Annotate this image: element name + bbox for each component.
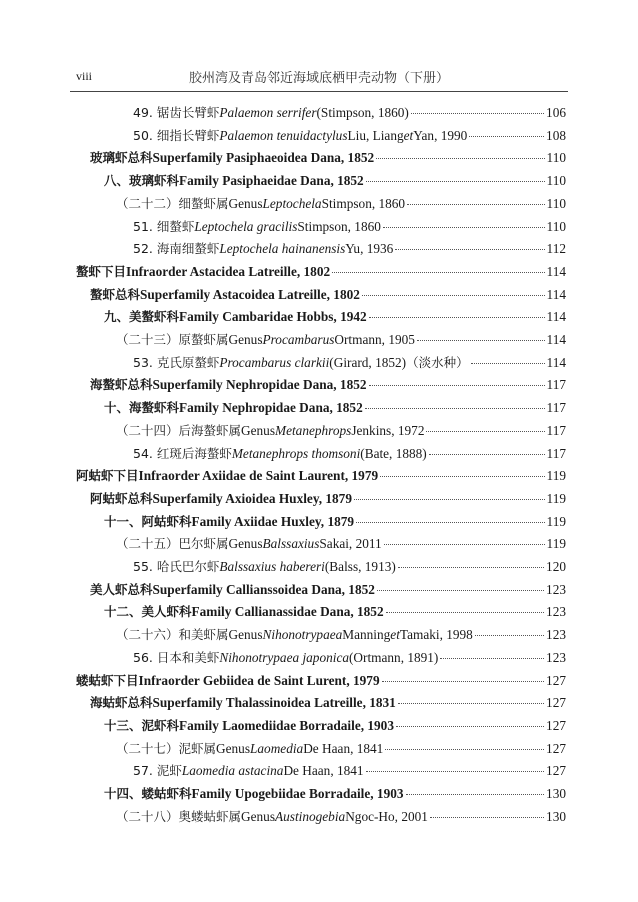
entry-page-number: 130	[546, 808, 566, 824]
entry-page-number: 110	[546, 173, 566, 189]
entry-page-number: 110	[546, 150, 566, 166]
entry-text: （二十六）和美虾属	[116, 627, 229, 643]
toc-entry-level-1[interactable]	[90, 580, 566, 602]
entry-text: Family Laomediidae Borradaile, 1903	[179, 717, 394, 733]
entry-text: Family Pasiphaeidae Dana, 1852	[179, 173, 364, 189]
entry-text: （二十二）细螯虾属	[116, 195, 229, 211]
entry-text: 55. 哈氏巴尔虾	[133, 559, 220, 574]
toc-entry-level-2[interactable]	[104, 398, 566, 420]
entry-text: 阿蛄虾总科	[90, 490, 153, 506]
entry-text: Infraorder Gebiidea de Saint Lurent, 1979	[138, 672, 380, 688]
toc-entry-level-2[interactable]	[104, 512, 566, 534]
entry-text: Palaemon serrifer	[219, 105, 317, 120]
entry-text: Nihonotrypaea japonica	[219, 649, 349, 665]
entry-text: （二十三）原螯虾属	[116, 332, 229, 347]
entry-page-number: 119	[546, 490, 566, 506]
entry-text: Infraorder Astacidea Latreille, 1802	[126, 263, 331, 279]
entry-text: Laomedia astacina	[181, 763, 284, 779]
toc-entry-level-4[interactable]	[133, 126, 566, 148]
toc-entry-level-1[interactable]	[90, 285, 566, 307]
toc-entry-level-3[interactable]	[116, 534, 566, 556]
entry-text: Genus	[241, 422, 275, 438]
entry-page-number: 114	[546, 332, 566, 347]
entry-text: Infraorder Axiidae de Saint Laurent, 1979	[138, 468, 379, 484]
entry-text: Palaemon tenuidactylus	[219, 127, 348, 143]
toc-entry-level-4[interactable]	[133, 103, 566, 125]
dot-leader	[407, 204, 544, 205]
dot-leader	[471, 363, 545, 364]
entry-text: 50. 细指长臂虾	[133, 127, 220, 143]
entry-text: （二十八）奥蝼蛄虾属	[116, 808, 242, 824]
entry-text: Superfamily Nephropidae Dana, 1852	[152, 377, 367, 393]
dot-leader	[411, 113, 544, 114]
dot-leader	[469, 136, 544, 137]
entry-text: 十三、泥虾科	[104, 717, 180, 733]
toc-entry-level-1[interactable]	[90, 693, 566, 715]
entry-text: Tamaki, 1998	[399, 627, 473, 643]
entry-text: Yan, 1990	[413, 127, 468, 143]
entry-page-number: 123	[546, 604, 566, 620]
dot-leader	[382, 681, 544, 682]
dot-leader	[384, 544, 545, 545]
entry-text: 螯虾下目	[76, 263, 127, 279]
dot-leader	[356, 522, 545, 523]
entry-text: (Girard, 1852)	[329, 354, 407, 370]
entry-text: Balssaxius habereri	[219, 559, 325, 574]
entry-text: Ortmann, 1905	[334, 332, 415, 347]
dot-leader	[395, 249, 544, 250]
header-rule	[70, 91, 568, 92]
entry-page-number: 127	[546, 695, 566, 711]
entry-text: De Haan, 1841	[283, 763, 364, 779]
entry-text: Liu, Liang	[347, 127, 404, 143]
dot-leader	[475, 635, 544, 636]
entry-text: 51. 细螯虾	[133, 218, 195, 234]
entry-page-number: 108	[546, 127, 566, 143]
entry-text: 海螯虾总科	[90, 377, 153, 393]
entry-text: De Haan, 1841	[303, 740, 384, 756]
entry-page-number: 114	[546, 286, 566, 302]
entry-page-number: 110	[546, 218, 566, 234]
entry-text: Superfamily Thalassinoidea Latreille, 1831	[152, 695, 396, 711]
entry-text: Balssaxius	[262, 536, 320, 552]
toc-entry-level-4[interactable]	[133, 557, 566, 579]
entry-text: Austinogebia	[275, 808, 346, 824]
entry-page-number: 123	[546, 581, 566, 597]
entry-text: Procambarus clarkii	[219, 354, 330, 370]
entry-text: 十四、蝼蛄虾科	[104, 786, 192, 801]
toc-entry-level-4[interactable]	[133, 444, 566, 466]
entry-text: (Ortmann, 1891)	[349, 649, 439, 665]
dot-leader	[376, 158, 544, 159]
entry-page-number: 119	[546, 513, 566, 529]
toc-entry-level-3[interactable]	[116, 330, 566, 352]
entry-text: Nihonotrypaea	[262, 627, 343, 643]
entry-text: (Balss, 1913)	[324, 559, 396, 574]
toc-entry-level-3[interactable]	[116, 625, 566, 647]
entry-text: 螯虾总科	[90, 286, 141, 302]
entry-text: 54. 红斑后海螯虾	[133, 445, 232, 461]
entry-text: Metanephrops thomsoni	[231, 445, 361, 461]
entry-page-number: 127	[546, 740, 566, 756]
entry-text: （二十七）泥虾属	[116, 740, 217, 756]
entry-text: Leptochela	[262, 195, 322, 211]
entry-text: Family Upogebiidae Borradaile, 1903	[191, 786, 404, 801]
dot-leader	[380, 476, 544, 477]
entry-text: 57. 泥虾	[133, 763, 182, 779]
entry-page-number: 117	[546, 445, 566, 461]
entry-page-number: 127	[546, 672, 566, 688]
toc-entry-level-4[interactable]	[133, 217, 566, 239]
dot-leader	[430, 817, 544, 818]
entry-text: Genus	[228, 627, 263, 643]
entry-page-number: 114	[546, 309, 566, 325]
toc-entry-level-4[interactable]	[133, 648, 566, 670]
entry-text: 九、美螯虾科	[104, 309, 180, 325]
toc-entry-level-4[interactable]	[133, 239, 566, 261]
entry-text: （二十四）后海螯虾属	[116, 422, 242, 438]
entry-text: 美人虾总科	[90, 581, 153, 597]
entry-text: Manning	[342, 627, 391, 643]
toc-entry-level-4[interactable]	[133, 353, 566, 375]
dot-leader	[377, 590, 544, 591]
toc-entry-level-1[interactable]	[90, 489, 566, 511]
entry-text: Leptochela gracilis	[194, 218, 298, 234]
entry-text: Sakai, 2011	[319, 536, 382, 552]
toc-entry-level-2[interactable]	[104, 307, 566, 329]
entry-page-number: 130	[546, 786, 566, 801]
dot-leader	[369, 317, 545, 318]
entry-text: Procambarus	[262, 332, 335, 347]
entry-text: 52. 海南细螯虾	[133, 241, 220, 257]
entry-text: Metanephrops	[275, 422, 352, 438]
entry-text: 海蛄虾总科	[90, 695, 153, 711]
entry-text: 阿蛄虾下目	[76, 468, 139, 484]
dot-leader	[366, 771, 544, 772]
entry-text: （淡水种）	[406, 354, 469, 370]
entry-text: 53. 克氏原螯虾	[133, 354, 220, 370]
dot-leader	[383, 227, 545, 228]
entry-text: Family Axiidae Huxley, 1879	[191, 513, 355, 529]
dot-leader	[354, 499, 545, 500]
entry-page-number: 127	[546, 717, 566, 733]
toc-entry-level-3[interactable]	[116, 194, 566, 216]
entry-text: 十二、美人虾科	[104, 604, 192, 620]
entry-text: Family Callianassidae Dana, 1852	[191, 604, 384, 620]
entry-text: Superfamily Pasiphaeoidea Dana, 1852	[152, 150, 375, 166]
toc-entry-level-0[interactable]	[76, 466, 566, 488]
entry-text: Genus	[228, 536, 263, 552]
entry-text: 56. 日本和美虾	[133, 649, 220, 665]
entry-text: Stimpson, 1860	[297, 218, 381, 234]
entry-text: Superfamily Callianssoidea Dana, 1852	[152, 581, 375, 597]
entry-text: Superfamily Astacoidea Latreille, 1802	[140, 286, 360, 302]
entry-text: Laomedia	[250, 740, 304, 756]
entry-text: 玻璃虾总科	[90, 150, 153, 166]
toc-entry-level-2[interactable]	[104, 784, 566, 806]
entry-text: Genus	[216, 740, 250, 756]
entry-text: 49. 锯齿长臂虾	[133, 105, 220, 120]
page-number: viii	[76, 69, 93, 83]
entry-text: （二十五）巴尔虾属	[116, 536, 229, 552]
entry-page-number: 127	[546, 763, 566, 779]
dot-leader	[365, 408, 545, 409]
dot-leader	[366, 181, 545, 182]
entry-page-number: 120	[546, 559, 566, 574]
entry-text: Ngoc-Ho, 2001	[345, 808, 428, 824]
dot-leader	[398, 703, 544, 704]
toc-entry-level-3[interactable]	[116, 421, 566, 443]
entry-text: Jenkins, 1972	[351, 422, 425, 438]
dot-leader	[417, 340, 545, 341]
dot-leader	[385, 749, 544, 750]
dot-leader	[426, 431, 544, 432]
entry-page-number: 112	[546, 241, 566, 257]
entry-text: Stimpson, 1860	[321, 195, 406, 211]
entry-page-number: 106	[546, 105, 566, 120]
entry-text: Genus	[228, 332, 263, 347]
dot-leader	[386, 612, 544, 613]
toc-entry-level-3[interactable]	[116, 807, 566, 829]
entry-text: Superfamily Axioidea Huxley, 1879	[152, 490, 352, 506]
dot-leader	[440, 658, 544, 659]
toc-entry-level-2[interactable]	[104, 171, 566, 193]
entry-text: 蝼蛄虾下目	[76, 672, 139, 688]
entry-page-number: 114	[546, 354, 566, 370]
entry-page-number: 123	[546, 649, 566, 665]
running-title: 胶州湾及青岛邻近海域底栖甲壳动物（下册）	[188, 70, 449, 85]
entry-text: Family Cambaridae Hobbs, 1942	[179, 309, 367, 325]
toc-entry-level-3[interactable]	[116, 739, 566, 761]
entry-text: Family Nephropidae Dana, 1852	[179, 400, 363, 416]
entry-text: 十一、阿蛄虾科	[104, 513, 192, 529]
toc-entry-level-2[interactable]	[104, 716, 566, 738]
entry-text: Genus	[241, 808, 275, 824]
entry-page-number: 119	[546, 536, 566, 552]
entry-page-number: 117	[546, 400, 566, 416]
dot-leader	[406, 794, 545, 795]
entry-page-number: 117	[546, 422, 566, 438]
dot-leader	[398, 567, 544, 568]
entry-text: (Stimpson, 1860)	[316, 105, 409, 120]
entry-text: Yu, 1936	[345, 241, 394, 257]
toc-entry-level-1[interactable]	[90, 375, 566, 397]
dot-leader	[369, 385, 545, 386]
toc-entry-level-4[interactable]	[133, 761, 566, 783]
dot-leader	[396, 726, 544, 727]
toc-entry-level-0[interactable]	[76, 262, 566, 284]
entry-text: 十、海螯虾科	[104, 400, 180, 416]
entry-text: Genus	[228, 195, 263, 211]
entry-text: 八、玻璃虾科	[104, 173, 180, 189]
entry-text: et	[390, 627, 400, 643]
toc-entry-level-1[interactable]	[90, 148, 566, 170]
entry-page-number: 123	[546, 627, 566, 643]
toc-entry-level-0[interactable]	[76, 671, 566, 693]
dot-leader	[332, 272, 544, 273]
entry-page-number: 117	[546, 377, 566, 393]
entry-page-number: 110	[546, 195, 566, 211]
toc-entry-level-2[interactable]	[104, 602, 566, 624]
entry-text: Leptochela hainanensis	[219, 241, 346, 257]
entry-text: et	[403, 127, 414, 143]
dot-leader	[429, 454, 545, 455]
entry-page-number: 119	[546, 468, 566, 484]
entry-text: (Bate, 1888)	[360, 445, 427, 461]
entry-page-number: 114	[546, 263, 566, 279]
dot-leader	[362, 295, 545, 296]
